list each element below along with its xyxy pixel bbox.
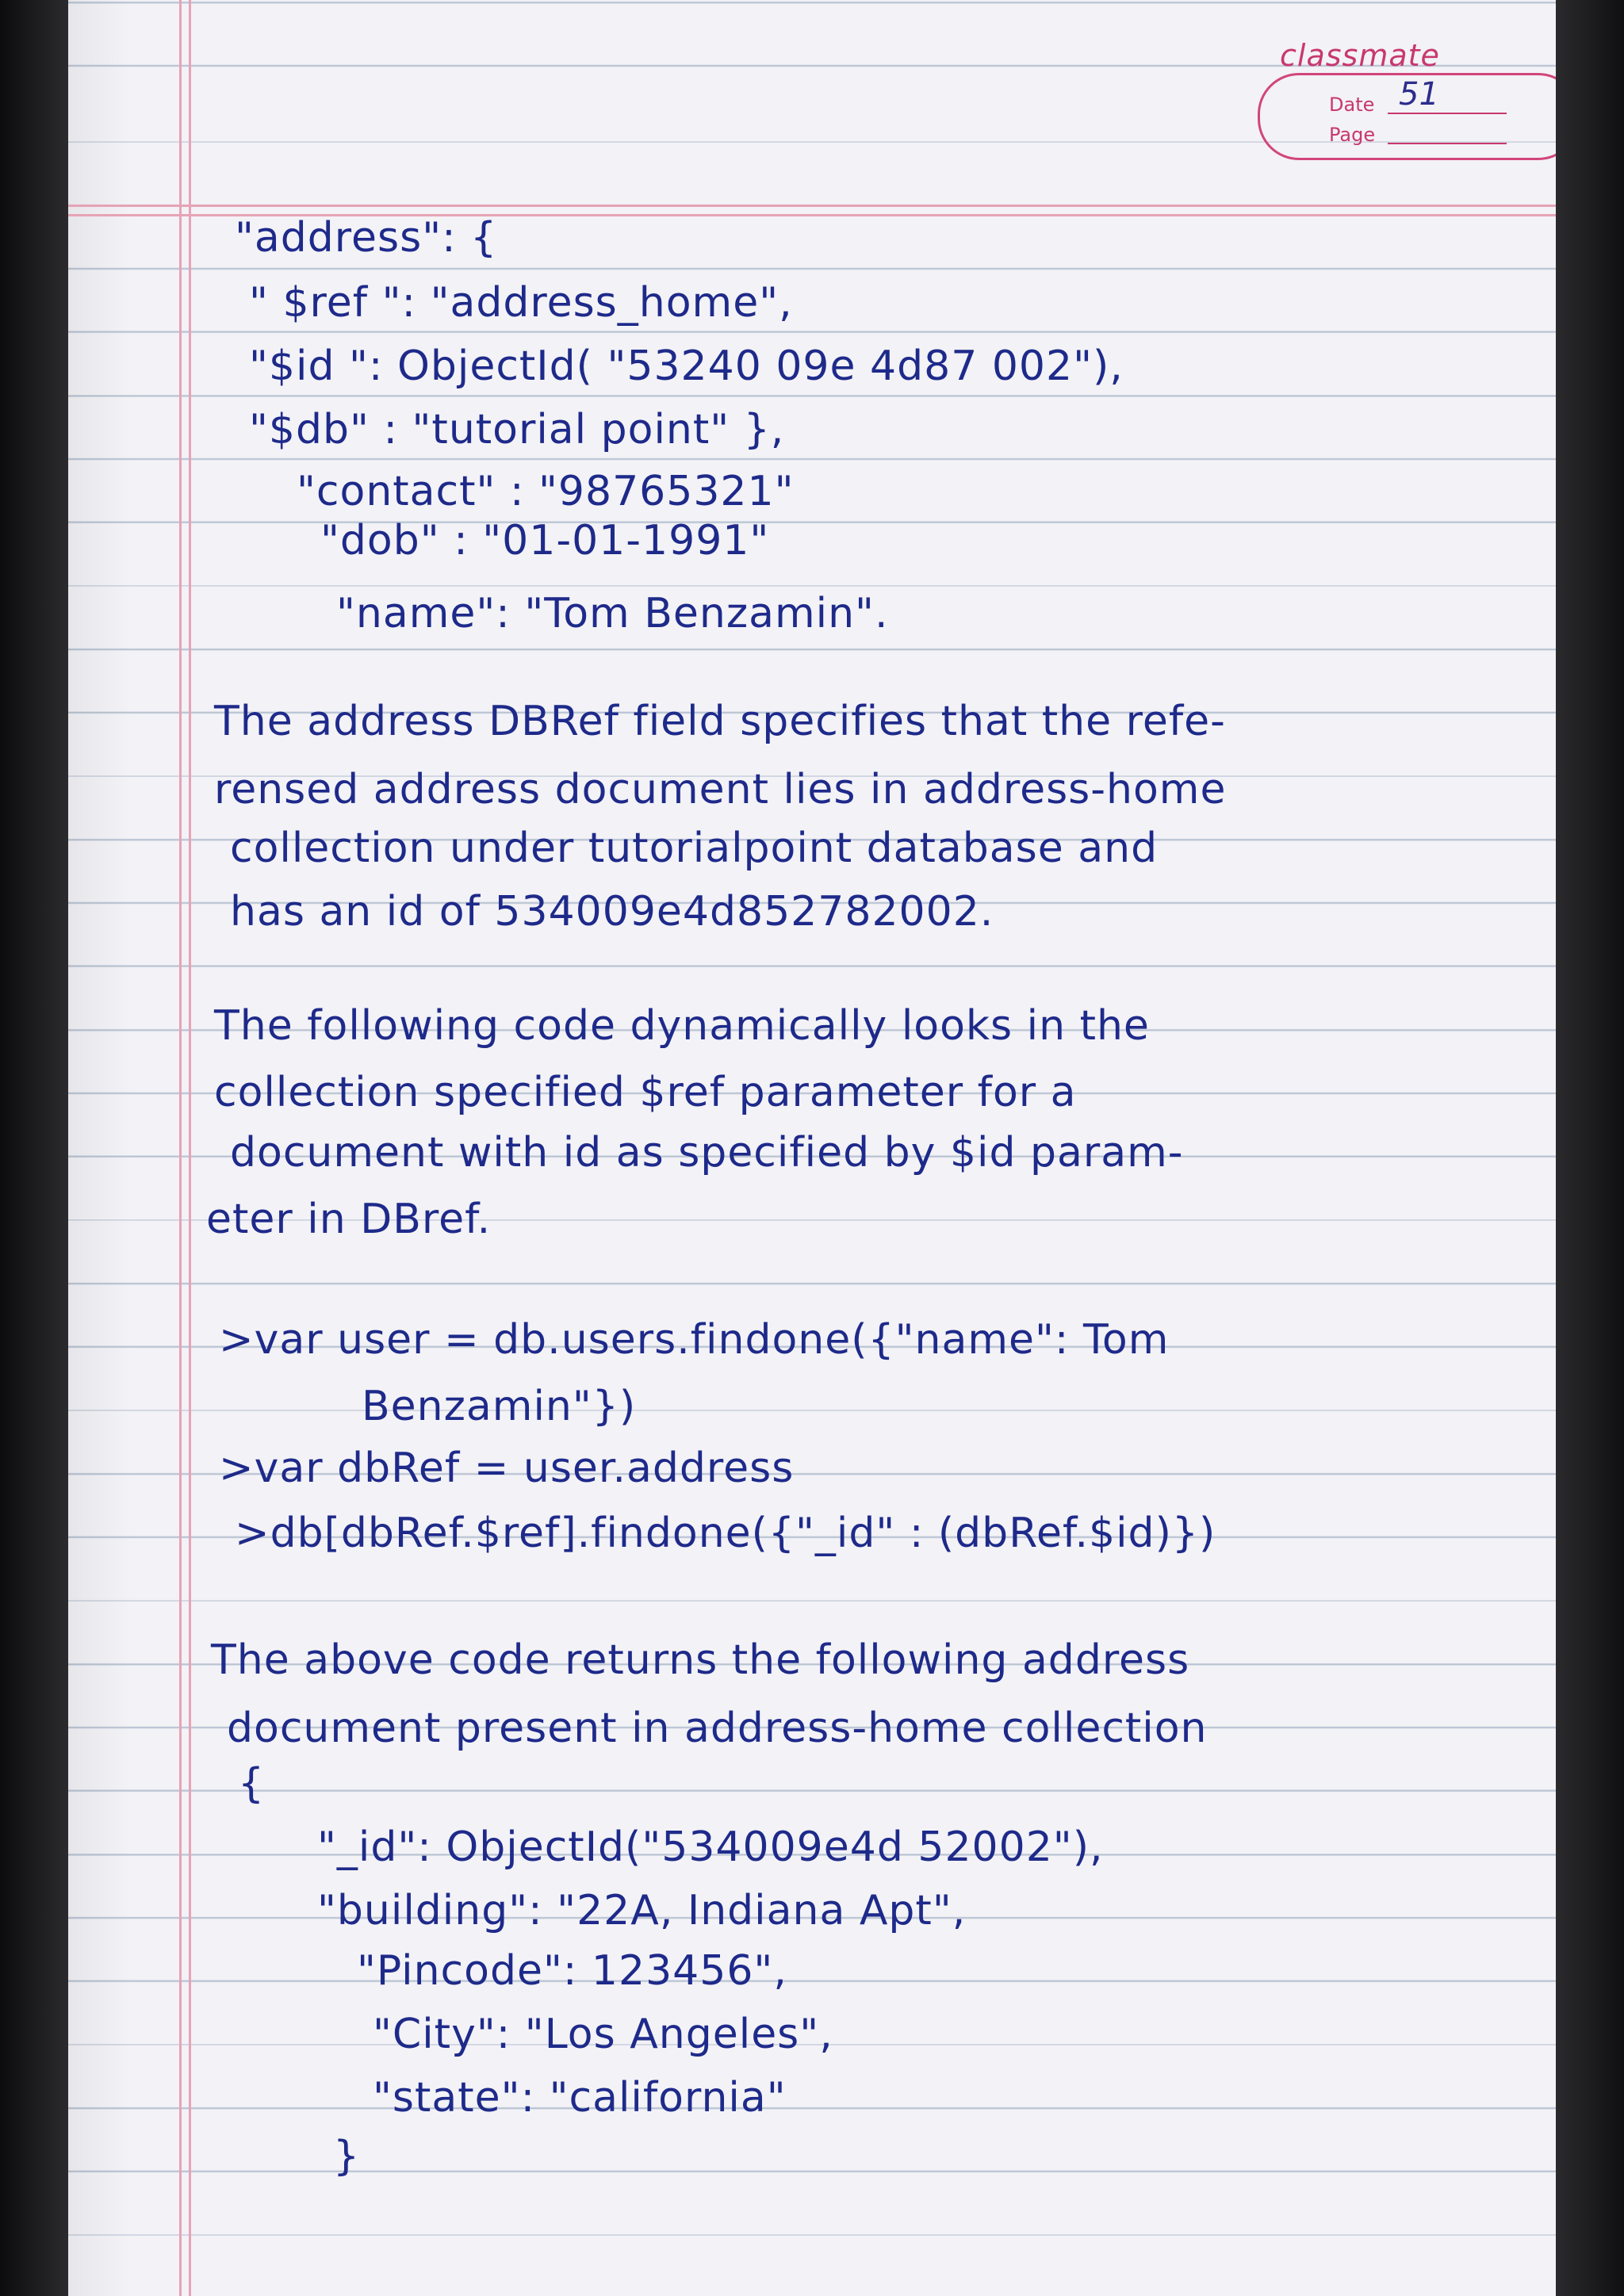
text-line: "Pincode": 123456",	[357, 1947, 787, 1995]
text-line: " $ref ": "address_home",	[249, 279, 793, 327]
code-line: >var user = db.users.findone({"name": Tom	[219, 1316, 1170, 1364]
text-line: "$id ": ObjectId( "53240 09e 4d87 002"),	[249, 342, 1124, 390]
page-line	[1388, 143, 1507, 144]
text-line: rensed address document lies in address-home	[214, 766, 1227, 813]
text-line: The address DBRef field specifies that the refe-	[214, 698, 1226, 745]
code-line: Benzamin"})	[362, 1383, 637, 1430]
date-value: 51	[1399, 76, 1439, 113]
text-line: collection under tutorialpoint database and	[230, 825, 1159, 872]
date-line	[1388, 113, 1507, 114]
brand-logo: classmate	[1280, 38, 1440, 73]
text-line: "City": "Los Angeles",	[373, 2011, 833, 2058]
text-line: "state": "california"	[373, 2074, 787, 2122]
text-line: document with id as specified by $id param-	[230, 1129, 1184, 1177]
page-edge-shadow	[1556, 0, 1624, 2296]
text-line: "_id": ObjectId("534009e4d 52002"),	[317, 1823, 1104, 1871]
text-line: }	[333, 2133, 361, 2180]
header-rule	[68, 205, 1556, 207]
text-line: eter in DBref.	[206, 1196, 492, 1243]
notebook-binding	[0, 0, 68, 2296]
text-line: {	[238, 1760, 266, 1808]
text-line: "building": "22A, Indiana Apt",	[317, 1887, 967, 1934]
text-line: The above code returns the following address	[211, 1636, 1190, 1684]
text-line: "name": "Tom Benzamin".	[336, 590, 889, 637]
page-label: Page	[1329, 124, 1376, 146]
text-line: document present in address-home collection	[227, 1705, 1208, 1752]
text-line: "contact" : "98765321"	[297, 468, 795, 515]
margin-line	[189, 0, 191, 2296]
code-line: >var dbRef = user.address	[219, 1445, 795, 1492]
text-line: "$db" : "tutorial point" },	[249, 406, 785, 453]
text-line: collection specified $ref parameter for a	[214, 1069, 1077, 1116]
notebook-page	[68, 0, 1556, 2296]
text-line: The following code dynamically looks in the	[214, 1002, 1150, 1050]
text-line: "address": {	[235, 214, 498, 262]
margin-line	[179, 0, 182, 2296]
text-line: "dob" : "01-01-1991"	[320, 517, 770, 564]
text-line: has an id of 534009e4d852782002.	[230, 888, 994, 936]
code-line: >db[dbRef.$ref].findone({"_id" : (dbRef.$id)})	[235, 1510, 1216, 1557]
date-label: Date	[1329, 94, 1375, 116]
